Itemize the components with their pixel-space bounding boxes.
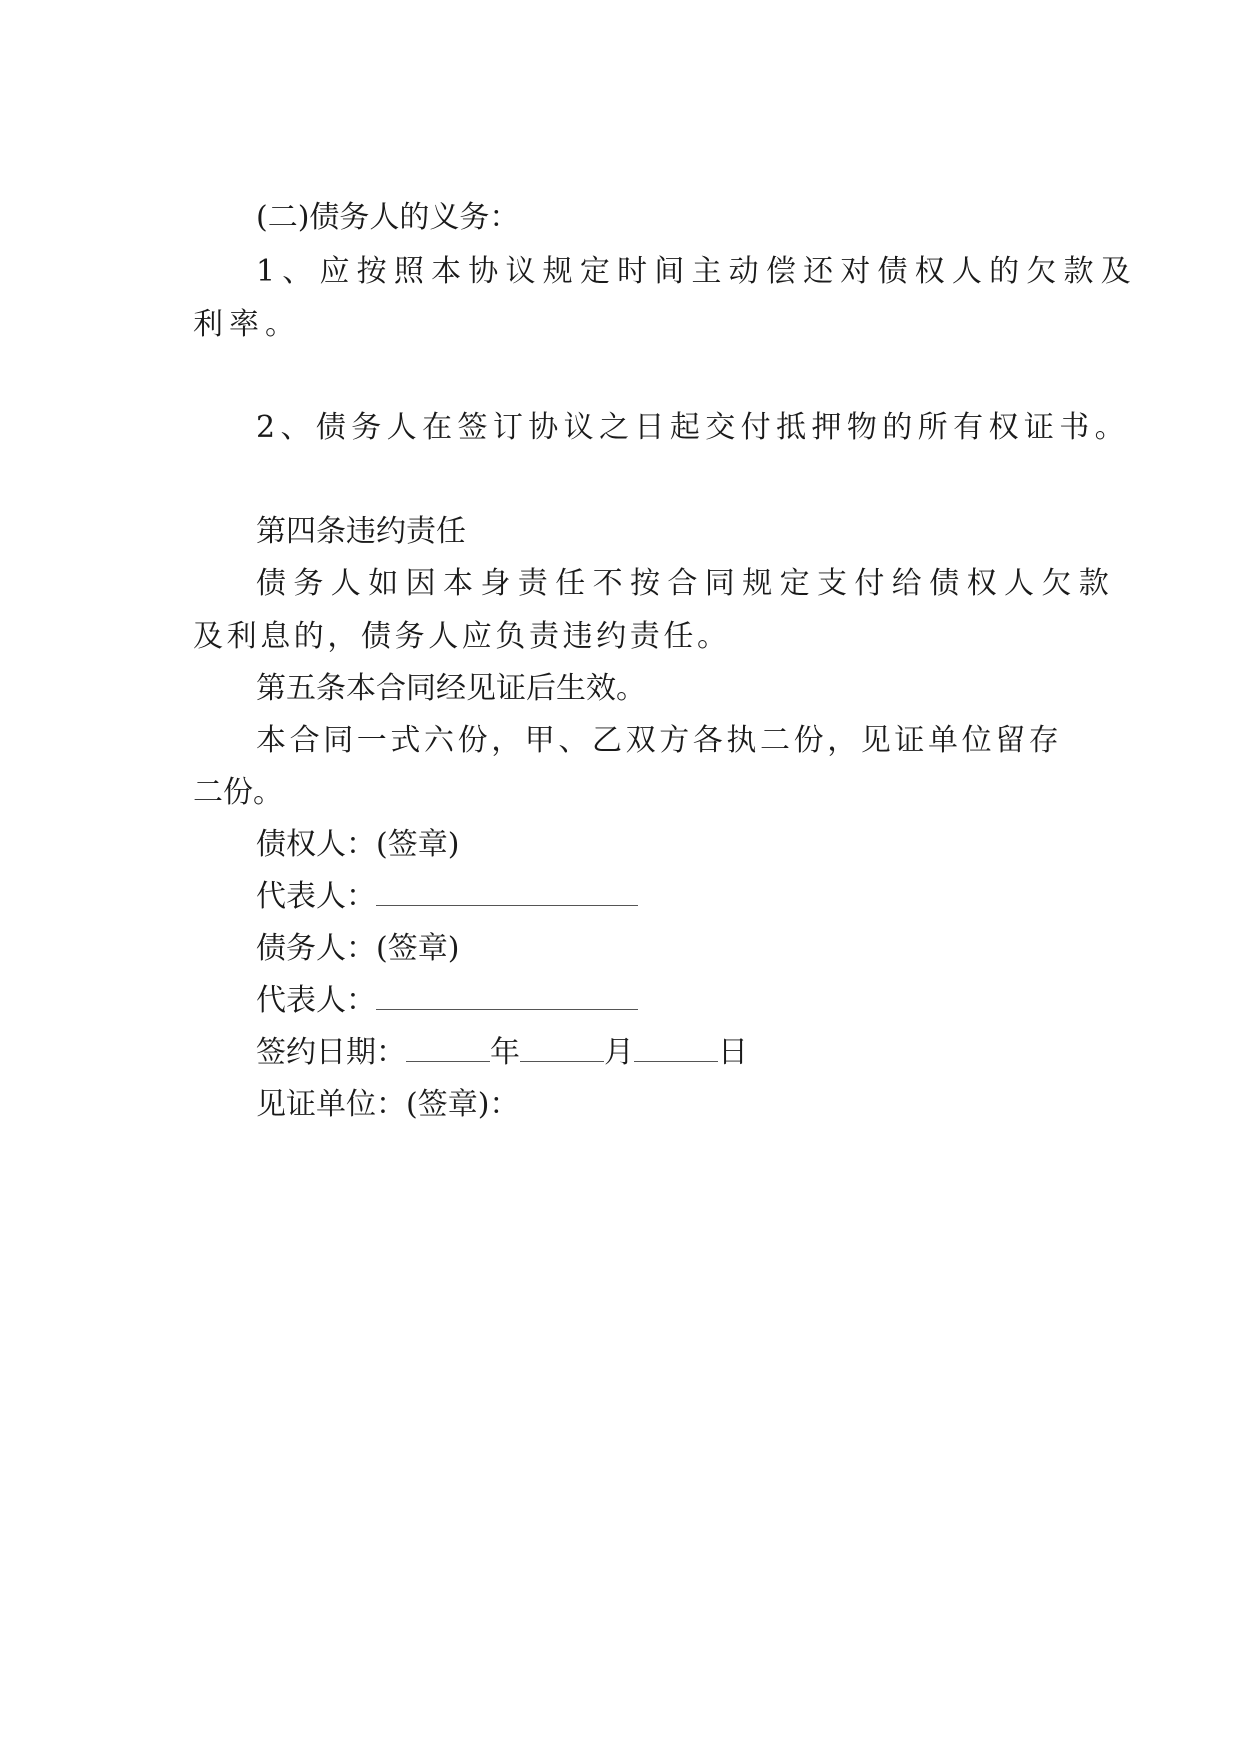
section-2-heading: (二)债务人的义务： xyxy=(256,200,520,235)
representative-label-1: 代表人： xyxy=(256,879,376,914)
representative-blank-1 xyxy=(376,879,638,906)
representative-row-2 xyxy=(256,981,638,1021)
article-5: 第五条本合同经见证后生效。 xyxy=(256,671,646,706)
debtor-signature-label: 债务人：(签章) xyxy=(256,931,460,966)
obligation-2: 2、债务人在签订协议之日起交付抵押物的所有权证书。 xyxy=(256,410,1131,445)
year-label: 年 xyxy=(490,1035,520,1070)
article-4-title: 第四条违约责任 xyxy=(256,514,466,549)
copies-line-1: 本合同一式六份，甲、乙双方各执二份，见证单位留存 xyxy=(256,723,1063,758)
day-blank xyxy=(634,1035,718,1062)
obligation-1-line-2: 利率。 xyxy=(193,307,301,342)
creditor-signature-label: 债权人：(签章) xyxy=(256,827,460,862)
month-label: 月 xyxy=(604,1035,634,1070)
sign-date-row xyxy=(256,1033,748,1073)
sign-date-label: 签约日期： xyxy=(256,1035,406,1070)
day-label: 日 xyxy=(718,1035,748,1070)
copies-line-2: 二份。 xyxy=(193,775,283,810)
representative-label-2: 代表人： xyxy=(256,983,376,1018)
article-4-line-1: 债务人如因本身责任不按合同规定支付给债权人欠款 xyxy=(256,566,1117,601)
obligation-1-line-1 xyxy=(256,252,1138,292)
obligation-1-text: 1、应按照本协议规定时间主动偿还对债权人的欠款及 xyxy=(256,254,1138,289)
representative-row-1 xyxy=(256,877,638,917)
article-4-line-2: 及利息的，债务人应负责违约责任。 xyxy=(193,619,731,654)
representative-blank-2 xyxy=(376,983,638,1010)
witness-signature-label: 见证单位：(签章)： xyxy=(256,1087,520,1122)
month-blank xyxy=(520,1035,604,1062)
year-blank xyxy=(406,1035,490,1062)
